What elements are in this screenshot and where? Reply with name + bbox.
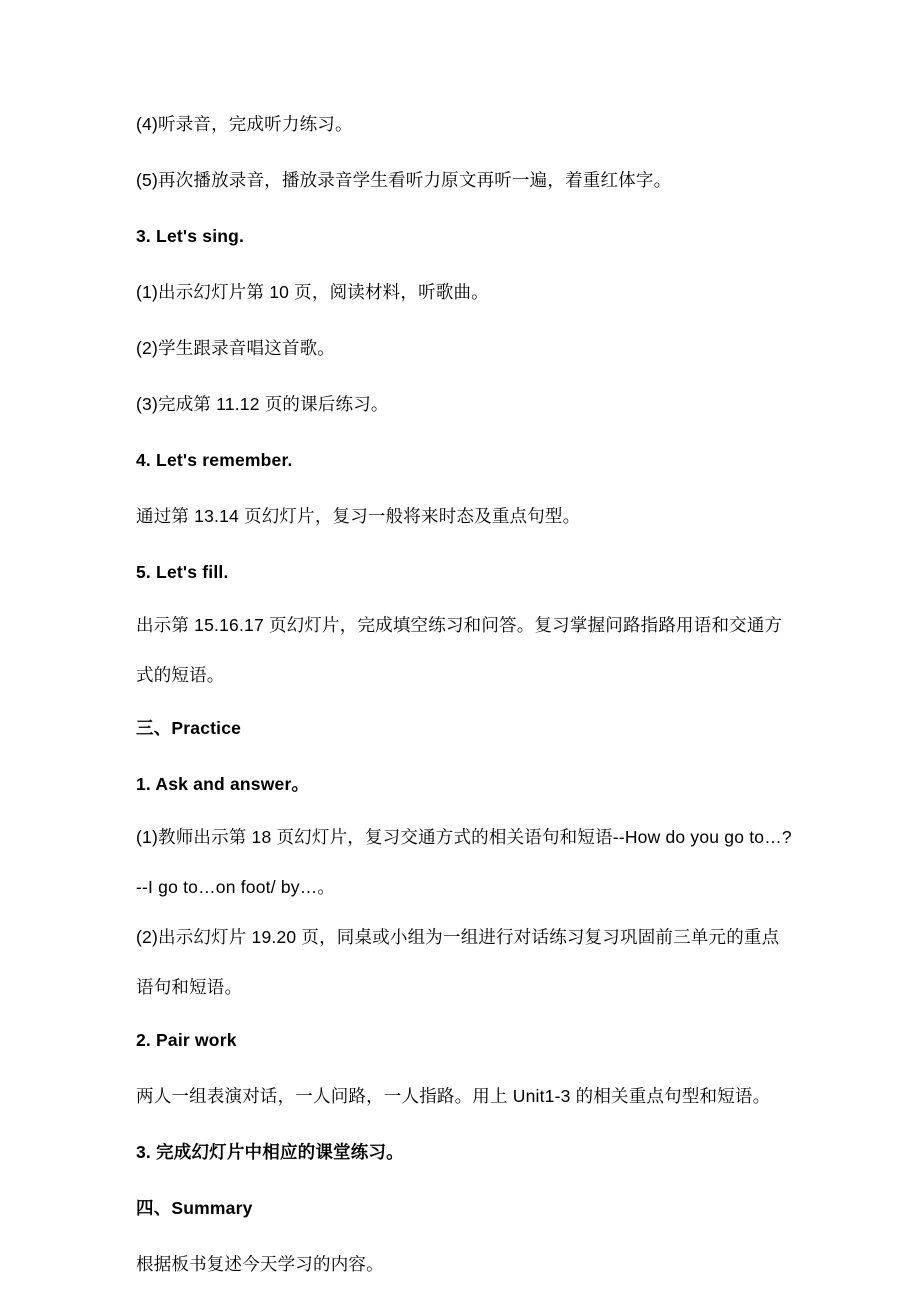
paragraph: 出示第 15.16.17 页幻灯片，完成填空练习和问答。复习掌握问路指路用语和交通方式的短语。 (136, 615, 783, 685)
paragraph: (2)学生跟录音唱这首歌。 (136, 338, 335, 358)
paragraph: (5)再次播放录音，播放录音学生看听力原文再听一遍，着重红体字。 (136, 170, 672, 190)
paragraph: (4)听录音，完成听力练习。 (136, 114, 353, 134)
paragraph: (1)出示幻灯片第 10 页，阅读材料，听歌曲。 (136, 282, 489, 302)
paragraph: 两人一组表演对话，一人问路，一人指路。用上 Unit1-3 的相关重点句型和短语。 (136, 1086, 771, 1106)
heading-lets-sing: 3. Let's sing. (136, 226, 245, 246)
heading-practice: 三、Practice (136, 718, 242, 738)
heading-lets-remember: 4. Let's remember. (136, 450, 293, 470)
paragraph: 通过第 13.14 页幻灯片，复习一般将来时态及重点句型。 (136, 506, 581, 526)
paragraph: (3)完成第 11.12 页的课后练习。 (136, 394, 389, 414)
heading-summary: 四、Summary (136, 1198, 253, 1218)
paragraph: 根据板书复述今天学习的内容。 (136, 1254, 384, 1274)
heading-classroom-exercise: 3. 完成幻灯片中相应的课堂练习。 (136, 1142, 404, 1162)
heading-ask-and-answer: 1. Ask and answer。 (136, 774, 310, 794)
heading-pair-work: 2. Pair work (136, 1030, 237, 1050)
paragraph: (1)教师出示第 18 页幻灯片，复习交通方式的相关语句和短语--How do you go to…? --I go to…on foot/ by…。 (136, 827, 797, 897)
document-body (136, 96, 796, 1292)
paragraph: (2)出示幻灯片 19.20 页，同桌或小组为一组进行对话练习复习巩固前三单元的重点语句和短语。 (136, 927, 780, 997)
heading-lets-fill: 5. Let's fill. (136, 562, 229, 582)
